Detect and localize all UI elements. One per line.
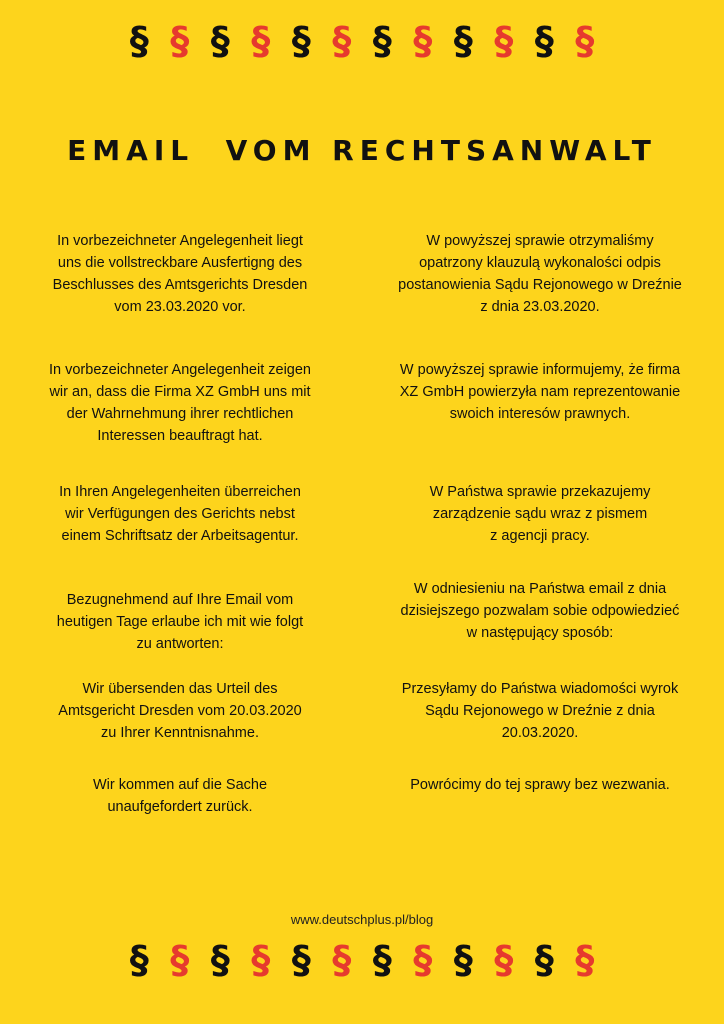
- paragraph-de-5: Wir übersenden das Urteil des Amtsgericht Dresden vom 20.03.2020 zu Ihrer Kenntnisnahme.: [58, 681, 302, 741]
- paragraph-symbol-row-top: [0, 19, 724, 63]
- paragraph-de-4: Bezugnehmend auf Ihre Email vom heutigen Tage erlaube ich mit wie folgt zu antworten:: [56, 592, 304, 652]
- section-sign-icon: §: [210, 938, 230, 982]
- section-sign-icon: §: [170, 19, 190, 63]
- section-sign-icon: §: [413, 19, 433, 63]
- section-sign-icon: §: [575, 19, 595, 63]
- section-sign-icon: §: [453, 938, 473, 982]
- section-sign-icon: §: [251, 19, 271, 63]
- paragraph-symbol-row-bottom: [0, 938, 724, 982]
- paragraph-de-6: Wir kommen auf die Sache unaufgefordert zurück.: [92, 777, 268, 815]
- section-sign-icon: §: [534, 938, 554, 982]
- section-sign-icon: §: [534, 19, 554, 63]
- paragraph-de-1: In vorbezeichneter Angelegenheit liegt uns die vollstreckbare Ausfertigng des Beschlusses des Amtsgerichts Dresden vom 23.03.2020 vor.: [52, 233, 308, 315]
- section-sign-icon: §: [210, 19, 230, 63]
- section-sign-icon: §: [291, 938, 311, 982]
- section-sign-icon: §: [453, 19, 473, 63]
- section-sign-icon: §: [372, 938, 392, 982]
- section-sign-icon: §: [170, 938, 190, 982]
- section-sign-icon: §: [494, 938, 514, 982]
- paragraph-pl-6: Powrócimy do tej sprawy bez wezwania.: [410, 777, 670, 793]
- paragraph-pl-4: W odniesieniu na Państwa email z dnia dzisiejszego pozwalam sobie odpowiedzieć w następujący sposób:: [400, 581, 680, 641]
- section-sign-icon: §: [291, 19, 311, 63]
- section-sign-icon: §: [251, 938, 271, 982]
- paragraph-pl-5: Przesyłamy do Państwa wiadomości wyrok Sądu Rejonowego w Dreźnie z dnia 20.03.2020.: [401, 681, 679, 741]
- paragraph-de-2: In vorbezeichneter Angelegenheit zeigen wir an, dass die Firma XZ GmbH uns mit der Wahrnehmung ihrer rechtlichen Interessen beauftragt hat.: [49, 362, 311, 444]
- paragraph-de-3: In Ihren Angelegenheiten überreichen wir Verfügungen des Gerichts nebst einem Schriftsatz der Arbeitsagentur.: [59, 484, 301, 544]
- section-sign-icon: §: [332, 938, 352, 982]
- section-sign-icon: §: [494, 19, 514, 63]
- section-sign-icon: §: [129, 19, 149, 63]
- footer-url: www.deutschplus.pl/blog: [290, 912, 434, 927]
- section-sign-icon: §: [413, 938, 433, 982]
- section-sign-icon: §: [575, 938, 595, 982]
- paragraph-pl-2: W powyższej sprawie informujemy, że firma XZ GmbH powierzyła nam reprezentowanie swoich interesów prawnych.: [399, 362, 681, 422]
- section-sign-icon: §: [129, 938, 149, 982]
- paragraph-pl-3: W Państwa sprawie przekazujemy zarządzenie sądu wraz z pismem z agencji pracy.: [429, 484, 651, 544]
- paragraph-pl-1: W powyższej sprawie otrzymaliśmy opatrzony klauzulą wykonalości odpis postanowienia Sądu Rejonowego w Dreźnie z dnia 23.03.2020.: [398, 233, 682, 315]
- section-sign-icon: §: [332, 19, 352, 63]
- section-sign-icon: §: [372, 19, 392, 63]
- page-title: EMAIL VOM RECHTSANWALT: [67, 134, 657, 167]
